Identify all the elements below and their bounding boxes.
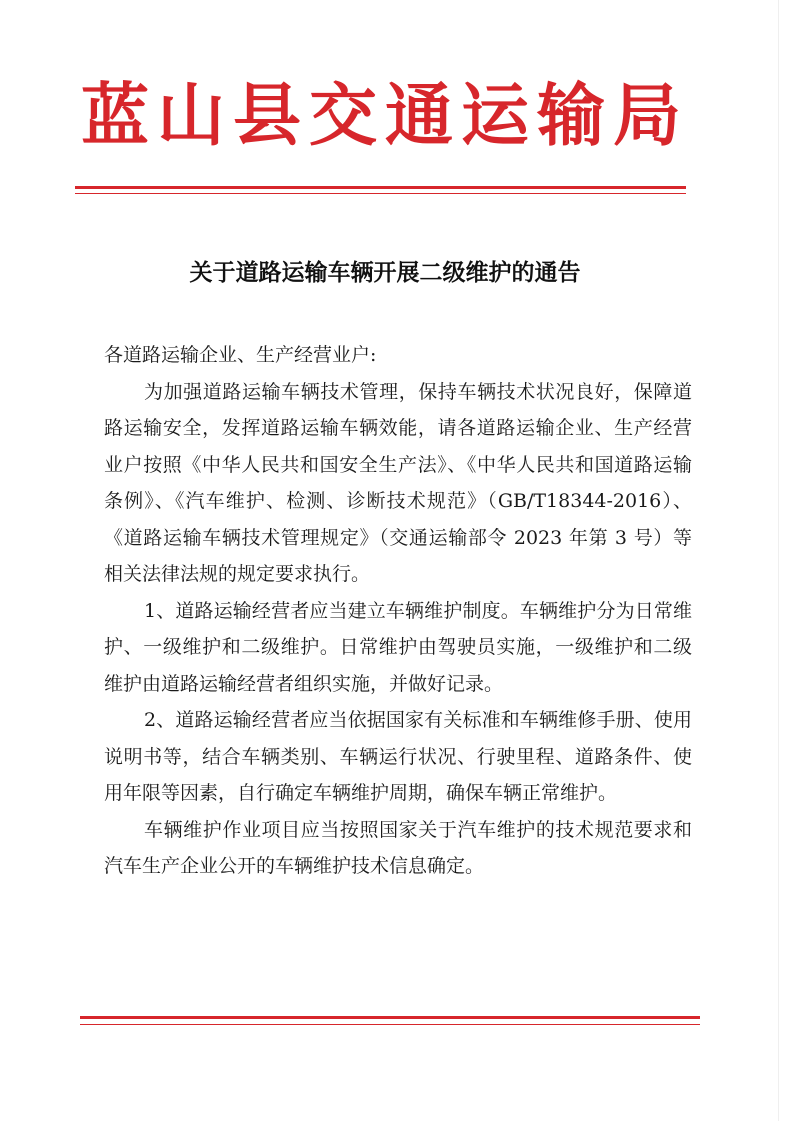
paragraph-intro: 为加强道路运输车辆技术管理，保持车辆技术状况良好，保障道路运输安全，发挥道路运输车辆效能，请各道路运输企业、生产经营业户按照《中华人民共和国安全生产法》、《中华人民共和国道路运输条例》、《汽车维护、检测、诊断技术规范》（GB/T18344-2016）、《道路运输车辆技术管理规定》（交通运输部令 2023 年第 3 号）等相关法律法规的规定要求执行。 [104, 380, 692, 585]
paragraph-item-2: 2、道路运输经营者应当依据国家有关标准和车辆维修手册、使用说明书等，结合车辆类别、车辆运行状况、行驶里程、道路条件、使用年限等因素，自行确定车辆维护周期，确保车辆正常维护。 [104, 709, 692, 804]
salutation: 各道路运输企业、生产经营业户: [104, 344, 377, 366]
footer-rule-thin [80, 1024, 700, 1025]
paragraph-item-1: 1、道路运输经营者应当建立车辆维护制度。车辆维护分为日常维护、一级维护和二级维护。日常维护由驾驶员实施，一级维护和二级维护由道路运输经营者组织实施，并做好记录。 [104, 599, 692, 695]
footer-rule-thick [80, 1016, 700, 1019]
document-body [104, 337, 692, 885]
masthead-rule-thick [75, 186, 686, 189]
document-title: 关于道路运输车辆开展二级维护的通告 [189, 260, 581, 286]
masthead-rule-thin [75, 193, 686, 194]
agency-masthead: 蓝山县交通运输局 [80, 76, 689, 156]
paragraph-maintenance-items: 车辆维护作业项目应当按照国家关于汽车维护的技术规范要求和汽车生产企业公开的车辆维护技术信息确定。 [104, 818, 692, 877]
scan-edge-line [778, 0, 779, 1121]
